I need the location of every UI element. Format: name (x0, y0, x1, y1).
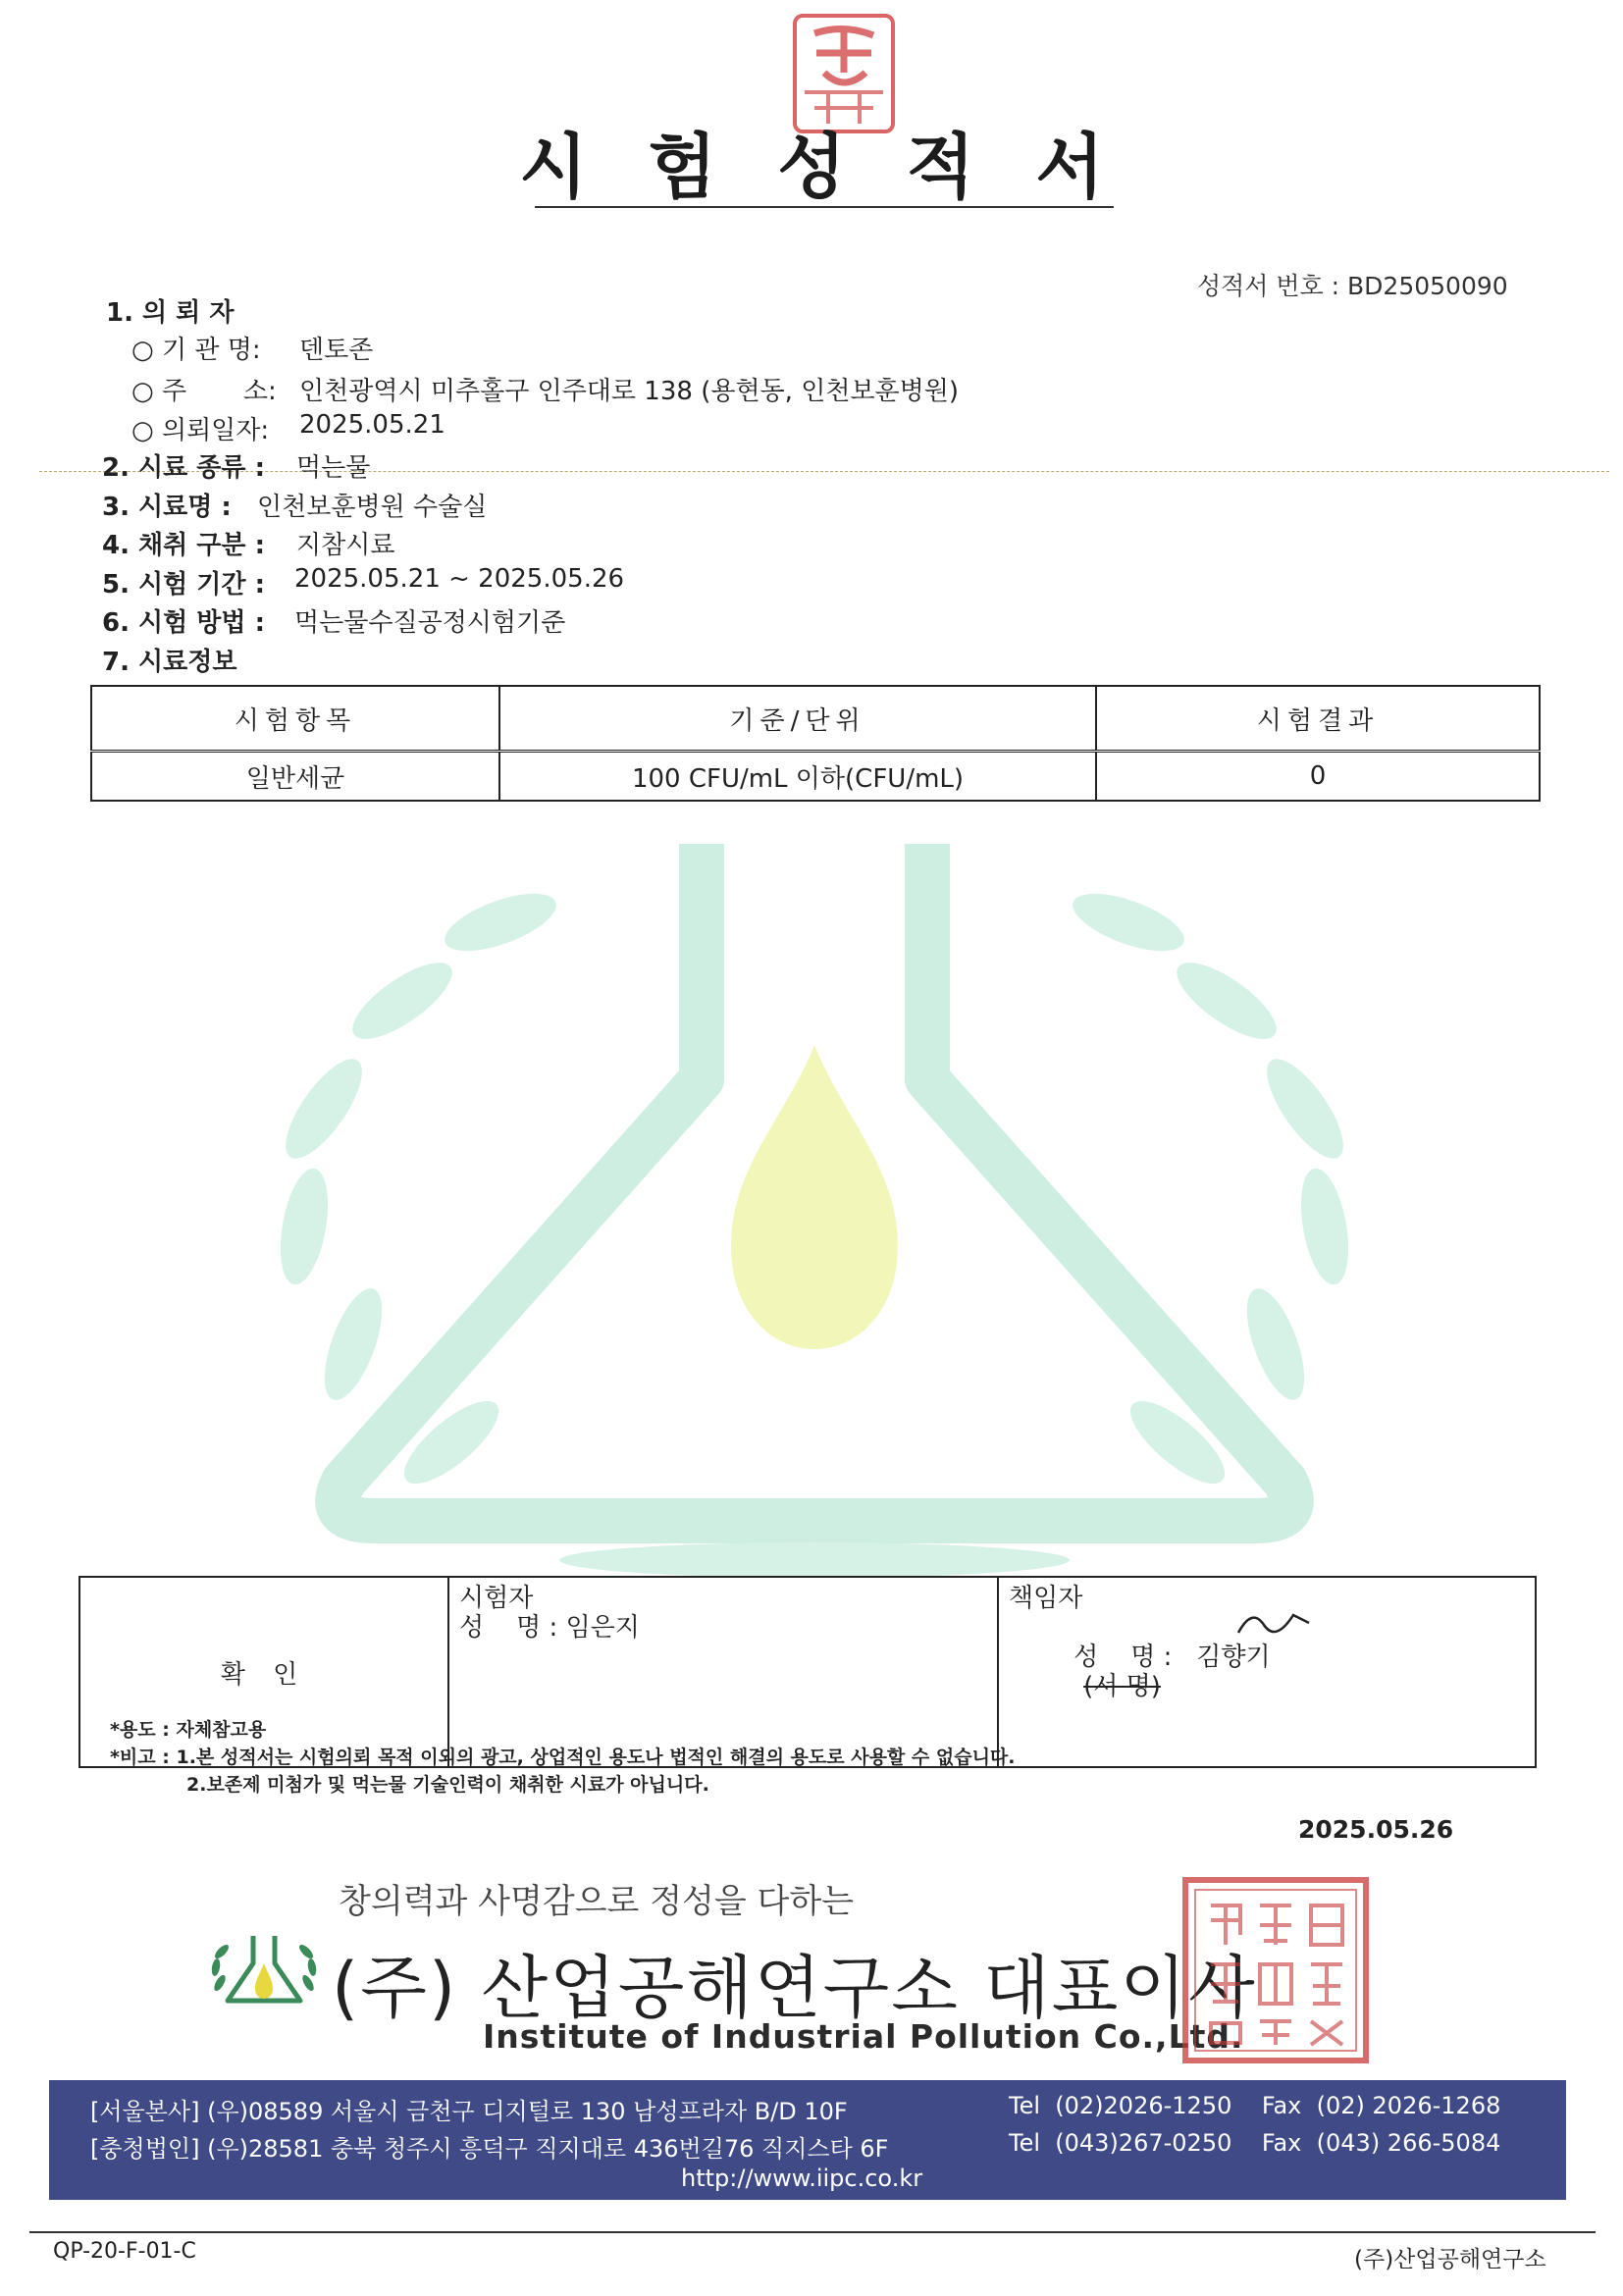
item-label: 2. 시료 종류 : (102, 453, 265, 483)
manager-cell (998, 1577, 1536, 1767)
item-value: 먹는물수질공정시험기준 (294, 608, 566, 638)
item-label: 6. 시험 방법 : (102, 608, 265, 638)
document-title: 시험성적서 (519, 126, 1165, 208)
watermark-logo (236, 834, 1393, 1580)
item-label: 5. 시험 기간 : (102, 570, 265, 600)
tester-title: 시험자 (459, 1584, 534, 1613)
company-name-english: Institute of Industrial Pollution Co.,Ltd. (483, 2017, 1244, 2056)
usage-note: *용도 : 자체참고용 (110, 1719, 267, 1741)
request-date-label: ○ 의뢰일자: (131, 416, 270, 445)
item-value: 인천보훈병원 수술실 (257, 493, 488, 522)
company-logo-icon (206, 1928, 322, 2016)
company-slogan: 창의력과 사명감으로 정성을 다하는 (339, 1882, 855, 1921)
requester-heading: 1. 의 뢰 자 (106, 298, 235, 328)
item-label: 3. 시료명 : (102, 493, 232, 522)
manager-title: 책임자 (1009, 1584, 1083, 1613)
signature-mark (1234, 1603, 1313, 1643)
table-row (91, 752, 1540, 802)
title-underline (535, 206, 1114, 208)
signoff-table (79, 1576, 1537, 1768)
remark-note-1: *비고 : 1.본 성적서는 시험의뢰 목적 이외의 광고, 상업적인 용도나 법적인 해결의 용도로 사용할 수 없습니다. (110, 1747, 1016, 1768)
company-name: (주) 산업공해연구소 대표이사 (332, 1948, 1257, 2028)
remark-note-2: 2.보존제 미첨가 및 먹는물 기술인력이 채취한 시료가 아닙니다. (186, 1774, 709, 1796)
test-item-cell: 일반세균 (91, 752, 499, 802)
column-header: 시험항목 (91, 686, 499, 752)
confirm-label: 확 인 (79, 1577, 448, 1767)
table-header-row (91, 686, 1540, 752)
item-value: 먹는물 (296, 453, 371, 483)
tester-name: 성 명 : 임은지 (459, 1613, 640, 1643)
chungbuk-address: [충청법인] (우)28581 충북 청주시 흥덕구 직지대로 436번길76 직지스타 6F (90, 2135, 889, 2163)
seoul-phone-fax: Tel (02)2026-1250 Fax (02) 2026-1268 (1009, 2092, 1501, 2119)
sample-info-heading: 7. 시료정보 (102, 648, 237, 677)
footer-company-name: (주)산업공해연구소 (1354, 2247, 1546, 2272)
bottom-divider (29, 2231, 1596, 2233)
item-value: 2025.05.21 ~ 2025.05.26 (294, 564, 625, 594)
form-code: QP-20-F-01-C (53, 2239, 196, 2264)
item-label: 4. 채취 구분 : (102, 531, 265, 560)
org-value: 덴토존 (299, 336, 374, 365)
standard-unit-cell: 100 CFU/mL 이하(CFU/mL) (499, 752, 1096, 802)
footer-contact-band (49, 2080, 1566, 2200)
address-label: ○ 주 소: (131, 377, 277, 406)
request-date-value: 2025.05.21 (299, 410, 445, 440)
manager-sign-label: (서 명) (1083, 1672, 1161, 1701)
manager-name: 성 명 : 김향기 (1073, 1643, 1271, 1672)
tester-cell (448, 1577, 998, 1767)
seoul-address: [서울본사] (우)08589 서울시 금천구 디지털로 130 남성프라자 B/D 10F (90, 2098, 848, 2125)
test-result-cell: 0 (1096, 752, 1540, 802)
certificate-number: 성적서 번호 : BD25050090 (1197, 272, 1508, 300)
column-header: 기준/단위 (499, 686, 1096, 752)
issue-date: 2025.05.26 (1298, 1815, 1454, 1844)
chungbuk-phone-fax: Tel (043)267-0250 Fax (043) 266-5084 (1009, 2129, 1501, 2157)
results-table (90, 685, 1541, 802)
address-value: 인천광역시 미추홀구 인주대로 138 (용현동, 인천보훈병원) (299, 377, 960, 406)
org-label: ○ 기 관 명: (131, 336, 261, 365)
fold-line (39, 471, 1609, 472)
item-value: 지참시료 (296, 531, 395, 560)
company-website-link[interactable]: http://www.iipc.co.kr (681, 2165, 923, 2192)
column-header: 시험결과 (1096, 686, 1540, 752)
corporate-seal-stamp (1181, 1876, 1370, 2064)
